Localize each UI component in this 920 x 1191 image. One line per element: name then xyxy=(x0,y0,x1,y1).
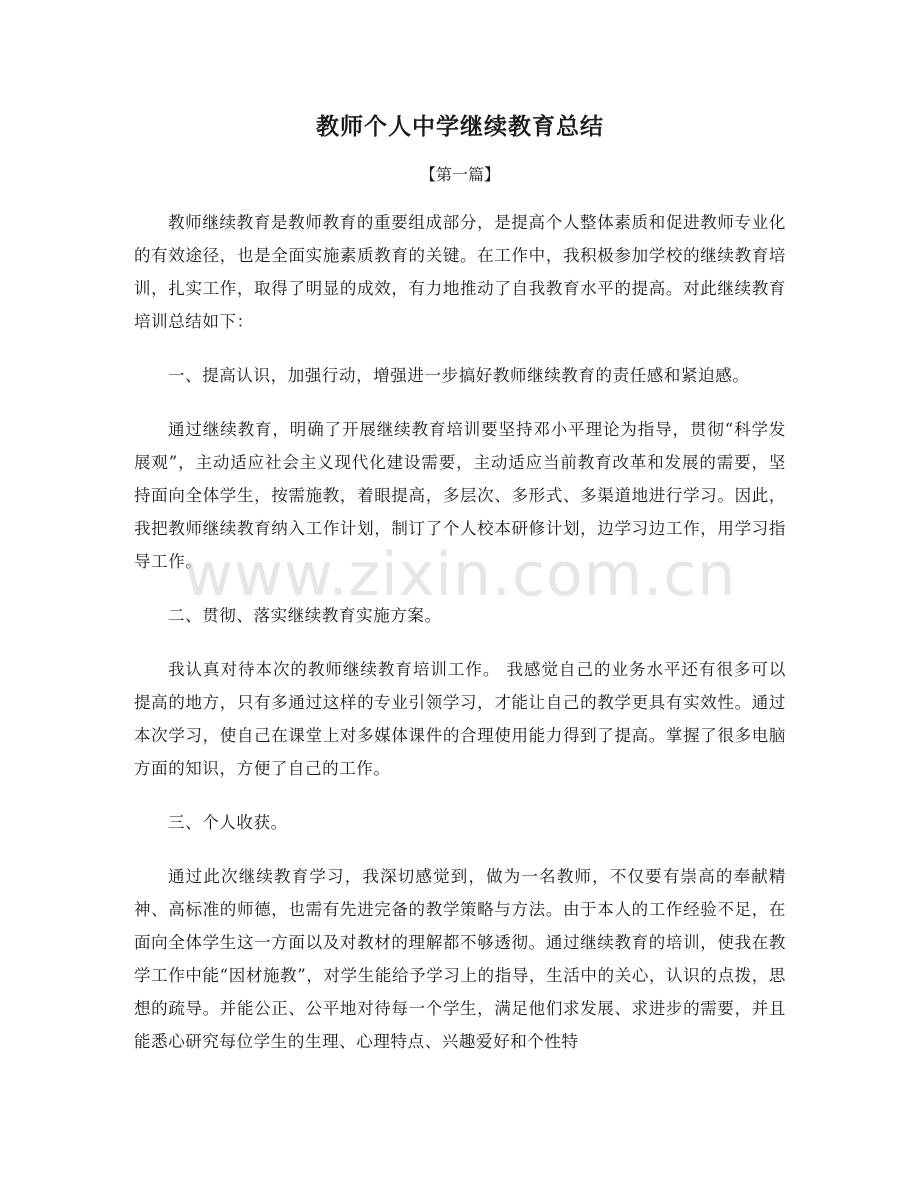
document-body xyxy=(134,206,786,1079)
paragraph-section-2: 我认真对待本次的教师继续教育培训工作。 我感觉自己的业务水平还有很多可以提高的地方，只有多通过这样的专业引领学习，才能让自己的教学更具有实效性。通过本次学习，使自己在课堂上对多媒体课件的合理使用能力得到了提高。掌握了很多电脑方面的知识，方便了自己的工作。 xyxy=(134,660,786,778)
paragraph-intro: 教师继续教育是教师教育的重要组成部分，是提高个人整体素质和促进教师专业化的有效途径，也是全面实施素质教育的关键。在工作中，我积极参加学校的继续教育培训，扎实工作，取得了明显的成效，有力地推动了自我教育水平的提高。对此继续教育培训总结如下： xyxy=(134,213,786,331)
document-subtitle: 【第一篇】 xyxy=(419,165,500,184)
document-title: 教师个人中学继续教育总结 xyxy=(316,114,604,140)
section-heading-1: 一、提高认识，加强行动，增强进一步搞好教师继续教育的责任感和紧迫感。 xyxy=(168,366,750,385)
section-heading-2: 二、贯彻、落实继续教育实施方案。 xyxy=(168,606,442,625)
paragraph-section-1: 通过继续教育，明确了开展继续教育培训要坚持邓小平理论为指导，贯彻“科学发展观”，主动适应社会主义现代化建设需要，主动适应当前教育改革和发展的需要，坚持面向全体学生，按需施教，着眼提高，多层次、多形式、多渠道地进行学习。因此，我把教师继续教育纳入工作计划，制订了个人校本研修计划，边学习边工作，用学习指导工作。 xyxy=(134,420,786,571)
section-heading-3: 三、个人收获。 xyxy=(168,813,288,832)
paragraph-section-3: 通过此次继续教育学习，我深切感觉到，做为一名教师，不仅要有崇高的奉献精神、高标准的师德，也需有先进完备的教学策略与方法。由于本人的工作经验不足，在面向全体学生这一方面以及对教材的理解都不够透彻。通过继续教育的培训，使我在教学工作中能“因材施教”，对学生能给予学习上的指导，生活中的关心，认识的点拨，思想的疏导。并能公正、公平地对待每一个学生，满足他们求发展、求进步的需要，并且能悉心研究每位学生的生理、心理特点、兴趣爱好和个性特 xyxy=(134,867,786,1051)
watermark: www.zixin.com.cn xyxy=(183,540,737,610)
